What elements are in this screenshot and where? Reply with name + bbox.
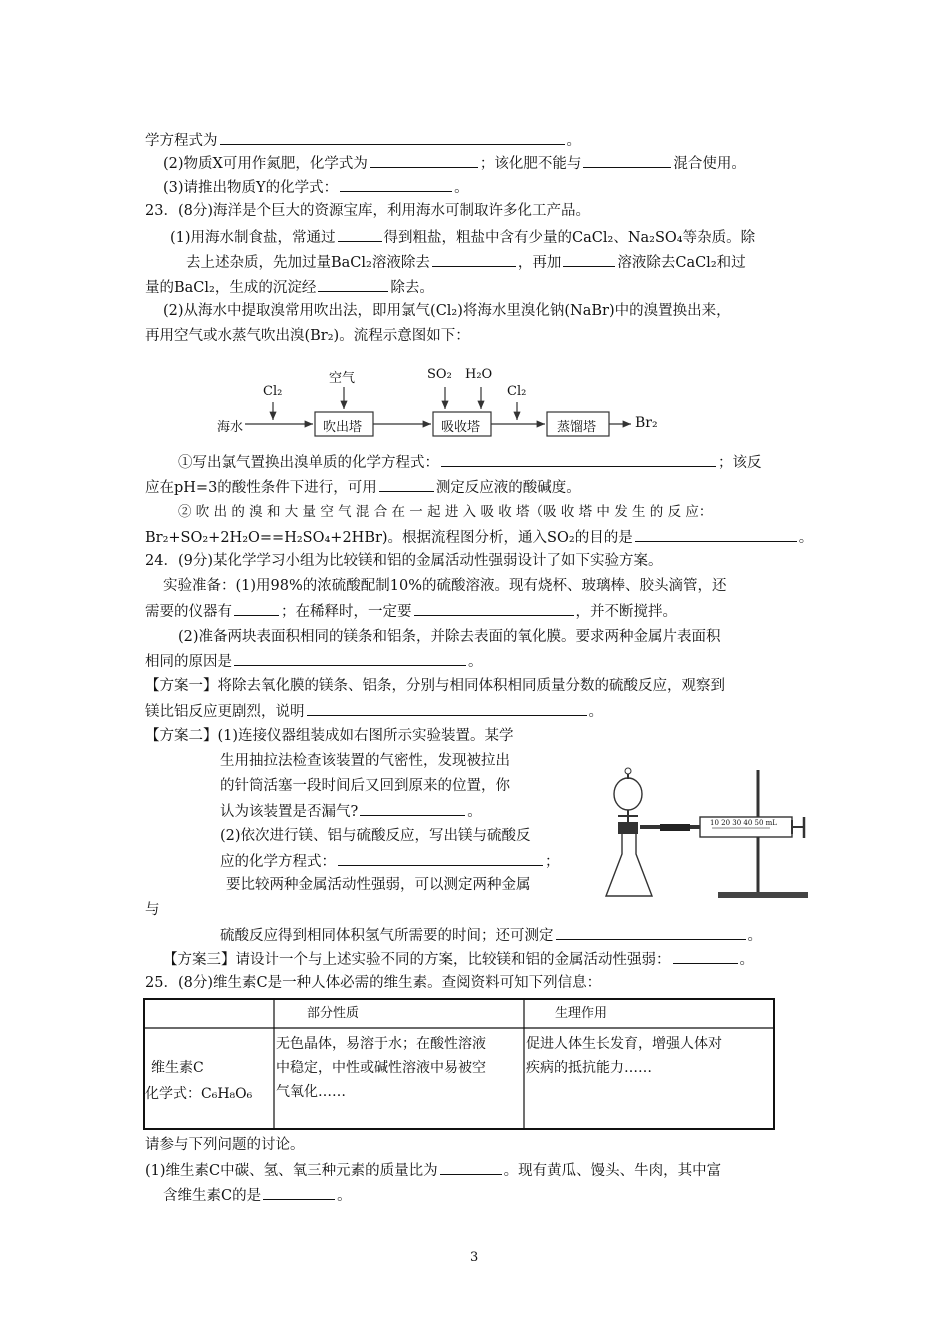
- seawater-label: 海水: [217, 420, 244, 435]
- func-line1: 促进人体生长发育，增强人体对: [526, 1036, 722, 1052]
- prop-line1: 无色晶体，易溶于水；在酸性溶液: [276, 1036, 486, 1052]
- discussion-intro: 请参与下列问题的讨论。: [145, 1137, 305, 1153]
- answer-blank[interactable]: [307, 700, 587, 716]
- answer-blank[interactable]: [220, 129, 565, 145]
- vitamin-c-table: [143, 998, 775, 1130]
- header-properties: 部分性质: [307, 1006, 360, 1021]
- q23-1-line2: 去上述杂质，先加过量BaCl₂溶液除去 ，再加 溶液除去CaCl₂和过: [186, 251, 746, 274]
- q24-title: 24．(9分)某化学学习小组为比较镁和铝的金属活动性强弱设计了如下实验方案。: [145, 553, 663, 569]
- q25-title: 25．(8分)维生素C是一种人体必需的维生素。查阅资料可知下列信息：: [145, 975, 602, 991]
- q23-2-line1: (2)从海水中提取溴常用吹出法，即用氯气(Cl₂)将海水里溴化钠(NaBr)中的溴置换出来，: [163, 303, 731, 319]
- q23-1-line1: (1)用海水制食盐，常通过 得到粗盐，粗盐中含有少量的CaCl₂、Na₂SO₄等杂质。除: [170, 226, 755, 249]
- syringe-scale: 10 20 30 40 50 mL: [710, 819, 777, 827]
- prop-line3: 气氧化……: [276, 1084, 346, 1100]
- scheme2-line9: 硫酸反应得到相同体积氢气所需要的时间；还可测定 。: [220, 924, 762, 947]
- apparatus-svg: [600, 762, 810, 907]
- absorb-tower-label: 吸收塔: [441, 420, 481, 435]
- scheme2-line7: 要比较两种金属活动性强弱，可以测定两种金属: [226, 877, 531, 893]
- distill-tower-label: 蒸馏塔: [557, 420, 597, 435]
- q25-1-line2: 含维生素C的是 。: [163, 1184, 352, 1207]
- q23-c1-line2: 应在pH=3的酸性条件下进行，可用 测定反应液的酸碱度。: [145, 476, 581, 499]
- func-line2: 疾病的抵抗能力……: [526, 1060, 652, 1076]
- vitamin-name: 维生素C: [151, 1060, 204, 1076]
- answer-blank[interactable]: [673, 948, 738, 964]
- header-function: 生理作用: [555, 1006, 608, 1021]
- air-label: 空气: [329, 371, 356, 386]
- answer-blank[interactable]: [340, 176, 452, 192]
- scheme1-line1: 【方案一】将除去氧化膜的镁条、铝条，分别与相同体积相同质量分数的硫酸反应，观察到: [145, 678, 725, 694]
- answer-blank[interactable]: [379, 476, 434, 492]
- q25-1-line1: (1)维生素C中碳、氢、氧三种元素的质量比为 。现有黄瓜、馒头、牛肉，其中富: [145, 1159, 721, 1182]
- scheme2-line1: 【方案二】(1)连接仪器组装成如右图所示实验装置。某学: [145, 728, 514, 744]
- blow-tower-label: 吹出塔: [323, 420, 363, 435]
- answer-blank[interactable]: [263, 1184, 335, 1200]
- bromine-flow-diagram: [215, 362, 685, 442]
- answer-blank[interactable]: [360, 800, 465, 816]
- scheme1-line2: 镁比铝反应更剧烈，说明 。: [145, 700, 603, 723]
- so2-label: SO₂: [427, 367, 452, 382]
- cl2-label: Cl₂: [263, 384, 283, 399]
- q24-prep-line1: 实验准备：(1)用98%的浓硫酸配制10%的硫酸溶液。现有烧杯、玻璃棒、胶头滴管，还: [163, 578, 727, 594]
- q23-c2-line1: ② 吹 出 的 溴 和 大 量 空 气 混 合 在 一 起 进 入 吸 收 塔（吸 收 塔 中 发 生 的 反 应：: [178, 504, 713, 520]
- answer-blank[interactable]: [370, 152, 478, 168]
- q23-1-line3: 量的BaCl₂，生成的沉淀经 除去。: [145, 276, 434, 299]
- scheme2-line2: 生用抽拉法检查该装置的气密性，发现被拉出: [220, 753, 510, 769]
- line-equation: 学方程式为 。: [145, 129, 581, 152]
- prop-line2: 中稳定，中性或碱性溶液中易被空: [276, 1060, 486, 1076]
- answer-blank[interactable]: [563, 251, 615, 267]
- br2-product-label: Br₂: [635, 415, 658, 431]
- answer-blank[interactable]: [440, 1159, 502, 1175]
- scheme2-line8: 与: [145, 902, 160, 918]
- q23-c1-line1: ①写出氯气置换出溴单质的化学方程式： ；该反: [178, 451, 762, 474]
- apparatus-figure: [600, 762, 810, 907]
- q23-2-line2: 再用空气或水蒸气吹出溴(Br₂)。流程示意图如下：: [145, 328, 470, 344]
- answer-blank[interactable]: [635, 526, 797, 542]
- q24-prep2-line1: (2)准备两块表面积相同的镁条和铝条，并除去表面的氧化膜。要求两种金属片表面积: [178, 629, 721, 645]
- q24-prep2-line2: 相同的原因是 。: [145, 650, 483, 673]
- q24-prep-line2: 需要的仪器有 ；在稀释时，一定要 ，并不断搅拌。: [145, 600, 677, 623]
- scheme2-line6: 应的化学方程式： ；: [220, 850, 560, 873]
- answer-blank[interactable]: [583, 152, 671, 168]
- answer-blank[interactable]: [234, 650, 466, 666]
- vitamin-formula: 化学式：C₆H₈O₆: [145, 1086, 253, 1102]
- scheme2-line5: (2)依次进行镁、铝与硫酸反应，写出镁与硫酸反: [220, 828, 531, 844]
- answer-blank[interactable]: [338, 850, 543, 866]
- scheme2-line4: 认为该装置是否漏气? 。: [220, 800, 482, 823]
- q23-title: 23．(8分)海洋是个巨大的资源宝库，利用海水可制取许多化工产品。: [145, 203, 590, 219]
- h2o-label: H₂O: [465, 367, 493, 382]
- scheme3: 【方案三】请设计一个与上述实验不同的方案，比较镁和铝的金属活动性强弱： 。: [163, 948, 754, 971]
- scheme2-line3: 的针筒活塞一段时间后又回到原来的位置，你: [220, 778, 510, 794]
- answer-blank[interactable]: [318, 276, 388, 292]
- answer-blank[interactable]: [338, 226, 382, 242]
- q22-3: (3)请推出物质Y的化学式： 。: [163, 176, 469, 199]
- answer-blank[interactable]: [432, 251, 516, 267]
- answer-blank[interactable]: [414, 600, 574, 616]
- cl2-label-2: Cl₂: [507, 384, 527, 399]
- answer-blank[interactable]: [441, 451, 716, 467]
- page-number: 3: [470, 1250, 479, 1265]
- q22-2: (2)物质X可用作氮肥，化学式为 ；该化肥不能与 混合使用。: [163, 152, 746, 175]
- answer-blank[interactable]: [234, 600, 279, 616]
- answer-blank[interactable]: [556, 924, 746, 940]
- q23-c2-line2: Br₂+SO₂+2H₂O==H₂SO₄+2HBr)。根据流程图分析，通入SO₂的目的是 。: [145, 526, 813, 549]
